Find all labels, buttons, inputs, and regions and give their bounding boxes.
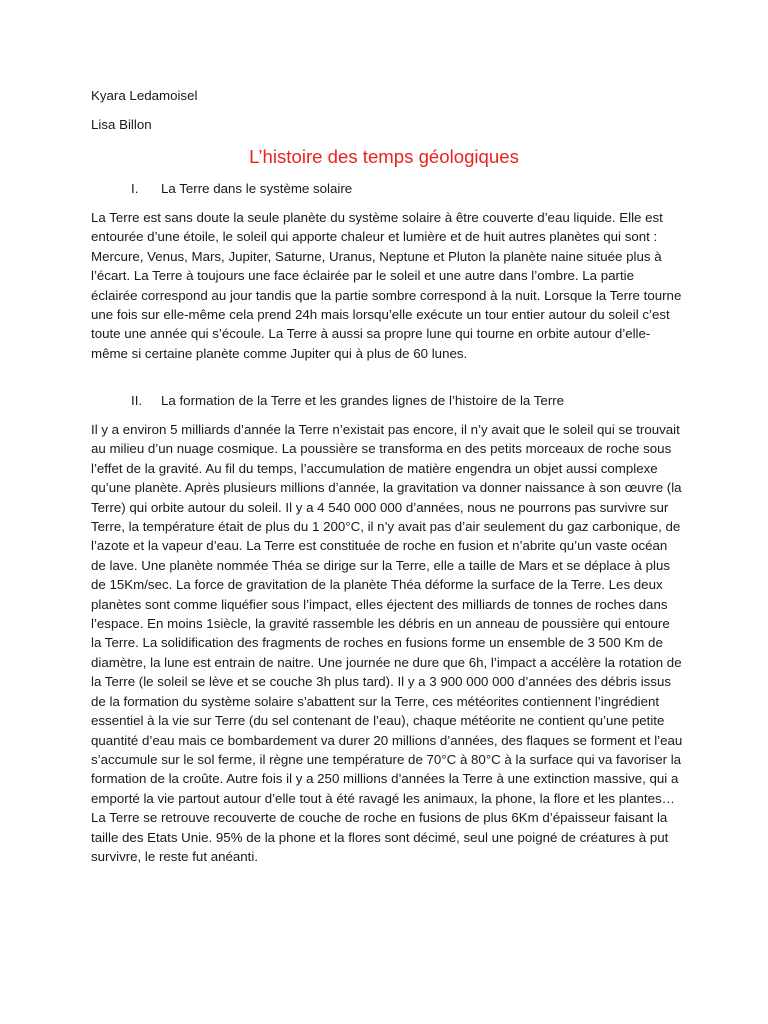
section-paragraph-1: La Terre est sans doute la seule planète du système solaire à être couverte d’eau liquide. Elle est entourée d’une étoile, le soleil qui apporte chaleur et lumière et de huit autres planètes qui sont : Mercure, Venus, Mars, Jupiter, Saturne, Uranus, Neptune et Pluton la planète naine située plus à l’écart. La Terre à toujours une face éclairée par le soleil et une autre dans l’ombre. La partie éclairée correspond au jour tandis que la partie sombre correspond à la nuit. Lorsque la Terre tourne une fois sur elle-même cela prend 24h mais lorsqu’elle exécute un tour entier autour du soleil c’est toute une année qui s’écoule. La Terre à aussi sa propre lune qui tourne en orbite autour d’elle-même si certaine planète comme Jupiter qui à plus de 60 lunes. (91, 210, 682, 361)
document-title: L’histoire des temps géologiques (249, 146, 519, 167)
section-heading-text-1: La Terre dans le système solaire (161, 181, 353, 196)
author-name-1: Kyara Ledamoisel (91, 88, 198, 103)
section-number-1: I. (131, 181, 139, 196)
author-name-2: Lisa Billon (91, 117, 152, 132)
section-heading-text-2: La formation de la Terre et les grandes lignes de l’histoire de la Terre (161, 393, 565, 408)
section-paragraph-2: Il y a environ 5 milliards d’année la Terre n’existait pas encore, il n’y avait que le soleil qui se trouvait au milieu d’un nuage cosmique. La poussière se transforma en des petits morceaux de roche sous l’effet de la gravité. Au fil du temps, l’accumulation de matière engendra un objet aussi complexe qu’une planète. Après plusieurs millions d’année, la gravitation va donner naissance à son œuvre (la Terre) qui orbite autour du soleil. Il y a 4 540 000 000 d’années, nous ne pourrons pas survivre sur Terre, la température était de plus du 1 200°C, il n’y avait pas d’air seulement du gaz carbonique, de l’azote et la vapeur d’eau. La Terre est constituée de roche en fusion et n’abrite qu’un vaste océan de lave. Une planète nommée Théa se dirige sur la Terre, elle a taille de Mars et se déplace à plus de 15Km/sec. La force de gravitation de la planète Théa déforme la surface de la Terre. Les deux planètes sont comme liquéfier sous l’impact, elles éjectent des milliards de tonnes de roches dans l’espace. En moins 1siècle, la gravité rassemble les débris en un anneau de poussière qui entoure la Terre. La solidification des fragments de roches en fusions forme un ensemble de 3 500 Km de diamètre, la lune est entrain de naitre. Une journée ne dure que 6h, l’impact a accélère la rotation de la Terre (le soleil se lève et se couche 3h plus tard). Il y a 3 900 000 000 d’années des débris issus de la formation du système solaire s’abattent sur la Terre, ces météorites contiennent l’ingrédient essentiel à la vie sur Terre (du sel contenant de l’eau), chaque météorite ne contient qu’une petite quantité d’eau mais ce bombardement va durer 20 millions d’années, des flaques se forment et l’eau s’accumule sur le sol ferme, il règne une température de 70°C à 80°C à la surface qui va favoriser la formation de la croûte. Autre fois il y a 250 millions d’années la Terre à une extinction massive, qui a emporté la vie partout autour d’elle tout à été ravagé les animaux, la phone, la flore et les plantes… La Terre se retrouve recouverte de couche de roche en fusions de plus 6Km d’épaisseur faisant la taille des Etats Unie. 95% de la phone et la flores sont décimé, seul une poigné de créatures à put survivre, le reste fut anéanti. (91, 422, 683, 864)
section-number-2: II. (131, 393, 143, 408)
